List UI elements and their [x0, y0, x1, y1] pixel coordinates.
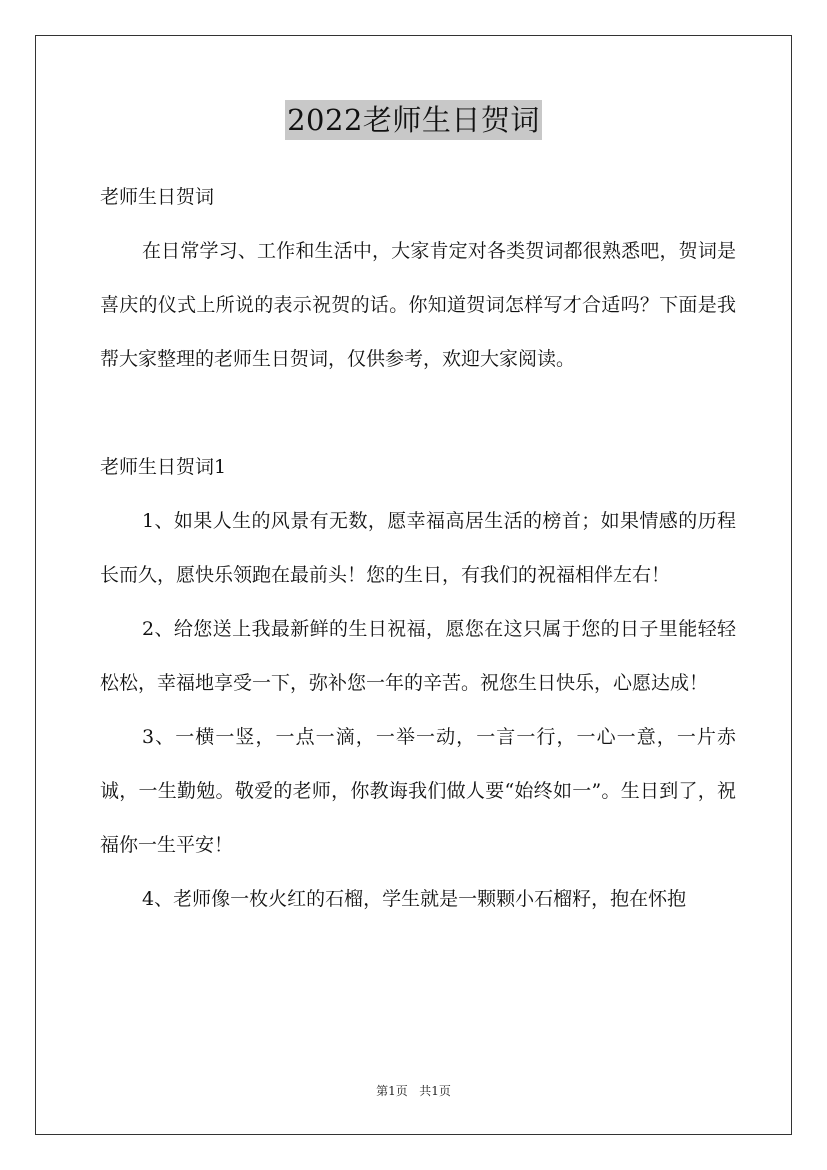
subtitle: 老师生日贺词 — [100, 186, 215, 208]
intro-paragraph: 在日常学习、工作和生活中，大家肯定对各类贺词都很熟悉吧，贺词是喜庆的仪式上所说的表示祝贺的话。你知道贺词怎样写才合适吗？下面是我帮大家整理的老师生日贺词，仅供参考，欢迎大家阅读。 — [100, 240, 736, 370]
title-container — [0, 100, 827, 140]
document-body — [100, 170, 736, 926]
wish-paragraph-1: 1、如果人生的风景有无数，愿幸福高居生活的榜首；如果情感的历程长而久，愿快乐领跑在最前头！您的生日，有我们的祝福相伴左右！ — [100, 510, 736, 586]
document-title: 2022老师生日贺词 — [285, 100, 542, 140]
wish-paragraph-3: 3、一横一竖，一点一滴，一举一动，一言一行，一心一意，一片赤诚，一生勤勉。敬爱的老师，你教诲我们做人要“始终如一”。生日到了，祝福你一生平安！ — [100, 726, 736, 856]
section-heading: 老师生日贺词1 — [100, 456, 227, 478]
page-footer — [0, 1082, 827, 1100]
page-total: 共1页 — [419, 1084, 451, 1098]
page-number: 第1页 — [376, 1084, 408, 1098]
section-spacer — [100, 386, 736, 440]
wish-paragraph-4: 4、老师像一枚火红的石榴，学生就是一颗颗小石榴籽，抱在怀抱 — [142, 888, 687, 910]
wish-paragraph-2: 2、给您送上我最新鲜的生日祝福，愿您在这只属于您的日子里能轻轻松松，幸福地享受一下，弥补您一年的辛苦。祝您生日快乐，心愿达成！ — [100, 618, 736, 694]
